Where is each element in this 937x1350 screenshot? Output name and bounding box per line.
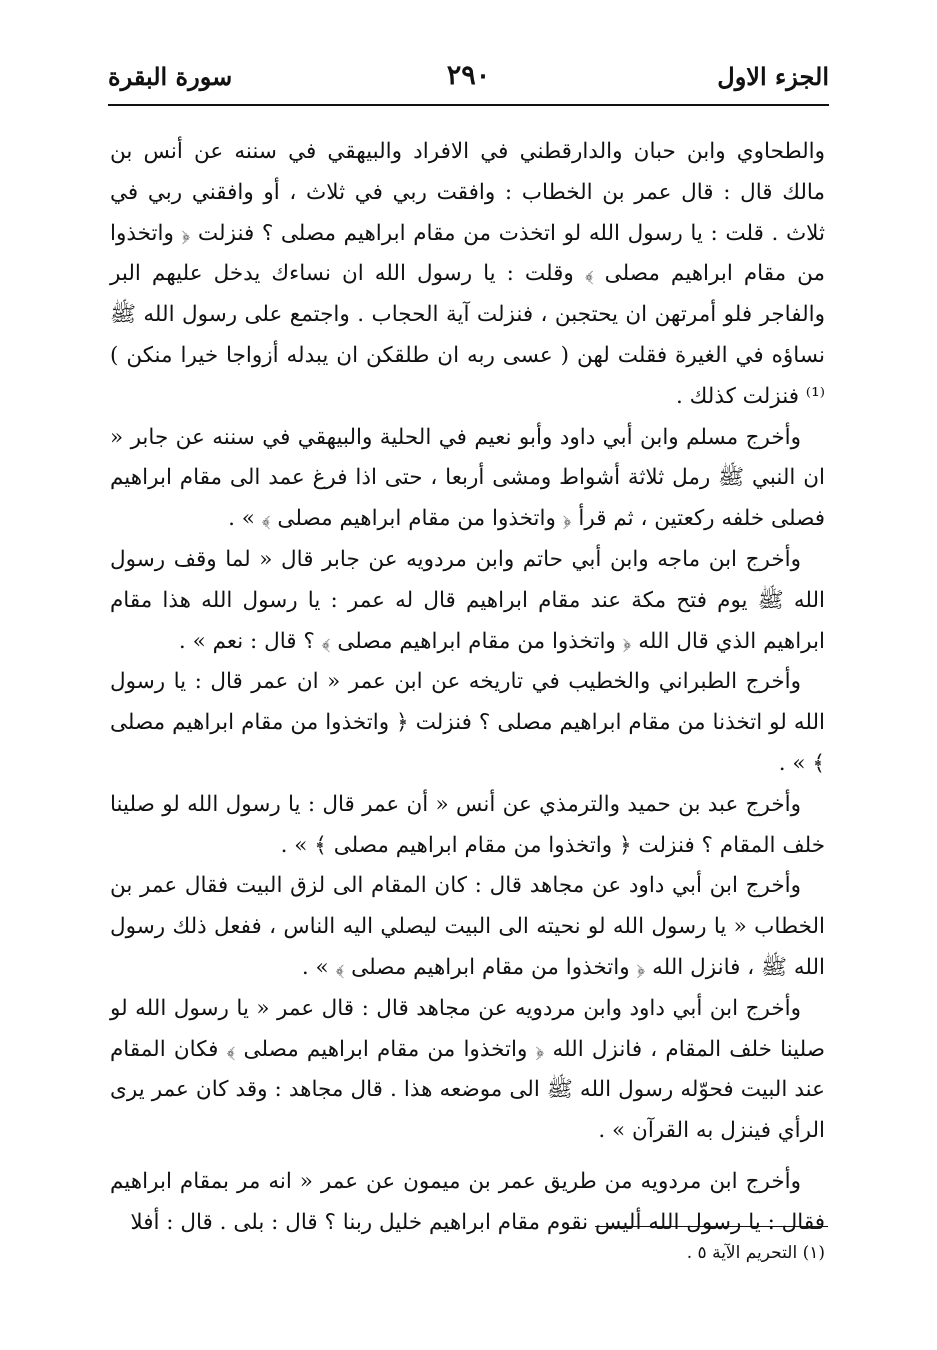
header-divider [108,104,829,106]
paragraph: وأخرج ابن ماجه وابن أبي حاتم وابن مردويه عن جابر قال « لما وقف رسول الله ﷺ يوم فتح مكة عند مقام ابراهيم قال له عمر : يا رسول الله هذا مقام ابراهيم الذي قال الله ﴿ واتخذوا من مقام ابراهيم مصلى ﴾ ؟ قال : نعم » . [110,546,825,654]
paragraph: والطحاوي وابن حبان والدارقطني في الافراد والبيهقي في سننه عن أنس بن مالك قال : قال عمر بن الخطاب : وافقت ربي في ثلاث ، أو وافقني ربي في ثلاث . قلت : يا رسول الله لو اتخذت من مقام ابراهيم مصلى ؟ فنزلت ﴿ واتخذوا من مقام ابراهيم مصلى ﴾ وقلت : يا رسول الله ان نساءك يدخل عليهم البر والفاجر فلو أمرتهن ان يحتجبن ، فنزلت آية الحجاب . واجتمع على رسول الله ﷺ نساؤه في الغيرة فقلت لهن ( عسى ربه ان طلقكن ان يبدله أزواجا خيرا منكن )⁽¹⁾ فنزلت كذلك . [110,139,825,409]
footnote-divider [595,1226,828,1227]
paragraph: وأخرج ابن مردويه من طريق عمر بن ميمون عن عمر « انه مر بمقام ابراهيم فقال : يا رسول الله أليس نقوم مقام ابراهيم خليل ربنا ؟ قال : بلى . قال : أفلا [110,1168,825,1235]
paragraph: وأخرج ابن أبي داود عن مجاهد قال : كان المقام الى لزق البيت فقال عمر بن الخطاب « يا رسول الله لو نحيته الى البيت ليصلي اليه الناس ، ففعل ذلك رسول الله ﷺ ، فانزل الله ﴿ واتخذوا من مقام ابراهيم مصلى ﴾ » . [110,873,825,980]
surah-label: سورة البقرة [108,62,233,91]
main-text [110,132,825,1244]
part-label: الجزء الاول [717,62,829,91]
paragraph: وأخرج مسلم وابن أبي داود وأبو نعيم في الحلية والبيهقي في سننه عن جابر « ان النبي ﷺ رمل ثلاثة أشواط ومشى أربعا ، حتى اذا فرغ عمد الى مقام ابراهيم فصلى خلفه ركعتين ، ثم قرأ ﴿ واتخذوا من مقام ابراهيم مصلى ﴾ » . [110,424,825,532]
page-number: ٢٩٠ [446,60,491,91]
paragraph: وأخرج ابن أبي داود وابن مردويه عن مجاهد قال : قال عمر « يا رسول الله لو صلينا خلف المقام ، فانزل الله ﴿ واتخذوا من مقام ابراهيم مصلى ﴾ فكان المقام عند البيت فحوّله رسول الله ﷺ الى موضعه هذا . قال مجاهد : وقد كان عمر يرى الرأي فينزل به القرآن » . [110,995,825,1144]
paragraph: وأخرج عبد بن حميد والترمذي عن أنس « أن عمر قال : يا رسول الله لو صلينا خلف المقام ؟ فنزلت ﴿ واتخذوا من مقام ابراهيم مصلى ﴾ » . [110,791,825,858]
footnote: (١) التحريم الآية ٥ . [686,1243,825,1263]
running-header [108,56,829,102]
paragraph: وأخرج الطبراني والخطيب في تاريخه عن ابن عمر « ان عمر قال : يا رسول الله لو اتخذنا من مقام ابراهيم مصلى ؟ فنزلت ﴿ واتخذوا من مقام ابراهيم مصلى ﴾ » . [110,669,825,776]
